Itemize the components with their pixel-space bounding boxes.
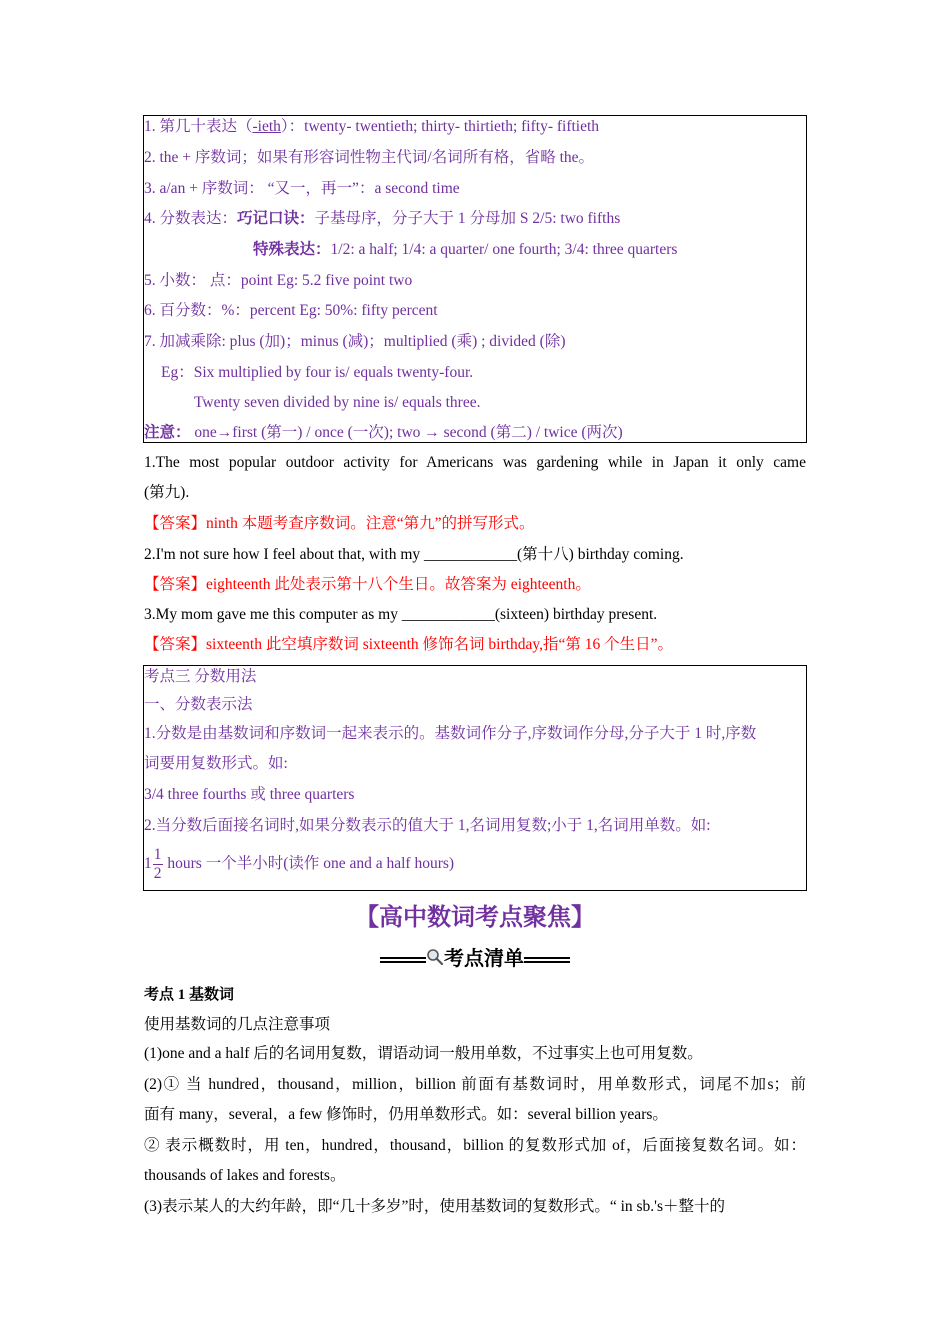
magnifier-icon [426,946,444,974]
question-1-text: 1.The most popular outdoor activity for Americans was gardening while in Japan it only came [144,454,806,471]
note-line-3: 3. a/an + 序数词： “又一，再一”：a second time [144,180,460,197]
note-paragraph-2: (2)① 当 hundred，thousand，million，billion 前面有基数词时，用单数形式，词尾不加s；前 [144,1076,806,1093]
note-paragraph-1: (1)one and a half 后的名词用复数，谓语动词一般用单数，不过事实上也可用复数。 [144,1045,703,1062]
fraction-rule-1: 1.分数是由基数词和序数词一起来表示的。基数词作分子,序数词作分母,分子大于 1 时,序数 [144,725,757,742]
note-line-9: Eg：Six multiplied by four is/ equals twenty-four. [161,364,474,381]
note-line-1: 1. 第几十表达（-ieth）：twenty- twentieth; thirty- thirtieth; fifty- fiftieth [144,118,600,135]
question-1-text-cont: (第九). [144,484,190,501]
note-line-5: 特殊表达：1/2: a half; 1/4: a quarter/ one fourth; 3/4: three quarters [253,241,678,258]
note-paragraph-2-cont: 面有 many，several，a few 修饰时，仍用单数形式。如：several billion years。 [144,1106,668,1123]
section-title: 考点 1 基数词 [144,987,235,1003]
question-3-answer: 【答案】sixteenth 此空填序数词 sixteenth 修饰名词 birthday,指“第 16 个生日”。 [144,636,673,653]
mixed-fraction: $\frac{1}{2}$ [153,846,162,882]
decorative-rule-left [380,957,426,963]
question-2-answer: 【答案】eighteenth 此处表示第十八个生日。故答案为 eighteenth。 [144,576,591,593]
note-line-6: 5. 小数： 点：point Eg: 5.2 five point two [144,272,413,289]
fraction-heading: 考点三 分数用法 [144,668,257,685]
question-2-text: 2.I'm not sure how I feel about that, with my ____________(第十八) birthday coming. [144,546,684,563]
note-line-10: Twenty seven divided by nine is/ equals three. [194,394,481,411]
note-paragraph-4: (3)表示某人的大约年龄，即“几十多岁”时，使用基数词的复数形式。“ in sb.'s＋整十的 [144,1198,726,1215]
decorative-rule-right [524,957,570,963]
fraction-example-2: 1 $\frac{1}{2}$ hours 一个半小时(读作 one and a half hours) [144,846,455,882]
question-1-answer: 【答案】ninth 本题考查序数词。注意“第九”的拼写形式。 [144,515,535,532]
section-heading: 考点清单 [0,945,950,974]
fraction-rule-1-cont: 词要用复数形式。如: [144,755,288,772]
note-paragraph-3-cont: thousands of lakes and forests。 [144,1167,346,1184]
note-paragraph-3: ② 表示概数时，用 ten，hundred，thousand，billion 的复数形式加 of，后面接复数名词。如： [144,1137,806,1154]
note-line-2: 2. the + 序数词；如果有形容词性物主代词/名词所有格，省略 the。 [144,149,595,166]
fraction-rule-2: 2.当分数后面接名词时,如果分数表示的值大于 1,名词用复数;小于 1,名词用单数。如: [144,817,711,834]
note-line-4: 4. 分数表达：巧记口诀：子基母序，分子大于 1 分母加 S 2/5: two fifths [144,210,621,227]
fraction-example-1: 3/4 three fourths 或 three quarters [144,786,355,803]
section-intro: 使用基数词的几点注意事项 [144,1016,331,1033]
note-line-11: 注意： one→first (第一) / once (一次); two → second (第二) / twice (两次) [144,424,623,441]
page-heading: 【高中数词考点聚焦】 [355,905,595,931]
question-3-text: 3.My mom gave me this computer as my ____________(sixteen) birthday present. [144,606,658,623]
fraction-subheading: 一、分数表示法 [144,696,253,713]
note-line-8: 7. 加减乘除: plus (加)；minus (减)；multiplied (乘) ; divided (除) [144,333,566,350]
note-line-7: 6. 百分数：%：percent Eg: 50%: fifty percent [144,302,438,319]
